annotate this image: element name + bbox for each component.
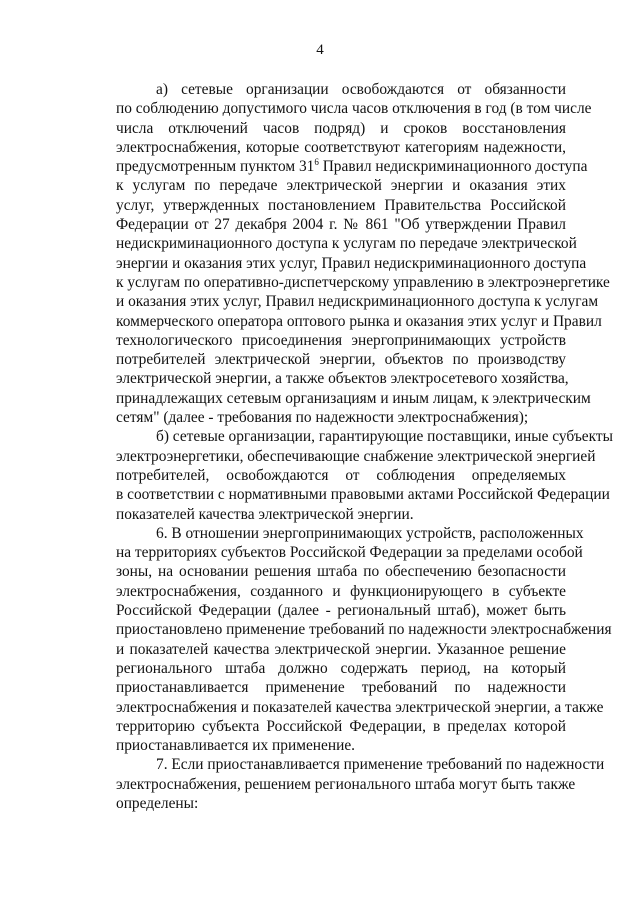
text-line: услуг, утвержденных постановлением Правительства Российской	[116, 196, 566, 214]
text-line: 7. Если приостанавливается применение требований по надежности	[156, 756, 605, 774]
text-line: потребителей, освобождаются от соблюдения определяемых	[116, 466, 566, 484]
paragraph-a	[76, 80, 610, 427]
text-line-with-superscript	[76, 157, 588, 176]
text-line: зоны, на основании решения штаба по обеспечению безопасности	[116, 563, 566, 581]
text-line: к услугам по оперативно-диспетчерскому управлению в электроэнергетике	[116, 273, 610, 291]
superscript: 6	[314, 157, 319, 168]
text-line: показателей качества электрической энергии.	[116, 505, 414, 523]
text-line: технологического присоединения энергопринимающих устройств	[116, 331, 566, 349]
text-line: приостанавливается применение требований по надежности	[116, 679, 566, 697]
text-line: регионального штаба должно содержать период, на который	[116, 659, 566, 677]
text-line: приостанавливается их применение.	[116, 737, 356, 755]
page-number: 4	[316, 42, 324, 58]
text-line: на территориях субъектов Российской Федерации за пределами особой	[116, 544, 583, 562]
text-fragment: предусмотренным пунктом 31	[116, 158, 315, 176]
text-line: а) сетевые организации освобождаются от обязанности	[156, 81, 566, 98]
text-line: к услугам по передаче электрической энергии и оказания этих	[116, 177, 566, 195]
text-line: и оказания этих услуг, Правил недискриминационного доступа к услугам	[116, 293, 599, 311]
text-fragment: Правил недискриминационного доступа	[318, 158, 588, 176]
paragraph-b	[76, 427, 613, 523]
text-line: электроснабжения и показателей качества электрической энергии, а также	[116, 698, 604, 716]
text-line: электроснабжения, созданного и функционирующего в субъекте	[116, 582, 566, 600]
text-line: электроснабжения, решением регионального штаба могут быть также	[116, 775, 576, 793]
text-line: недискриминационного доступа к услугам по передаче электрической	[116, 235, 577, 253]
paragraph-7	[76, 755, 605, 813]
text-line: электроснабжения, которые соответствуют категориям надежности,	[116, 138, 566, 156]
text-line: электроэнергетики, обеспечивающие снабжение электрической энергией	[116, 447, 596, 465]
text-line: определены:	[116, 794, 199, 812]
text-line: сетям" (далее - требования по надежности электроснабжения);	[116, 409, 529, 427]
text-line: приостановлено применение требований по надежности электроснабжения	[116, 621, 612, 639]
text-line: 6. В отношении энергопринимающих устройств, расположенных	[156, 524, 584, 542]
text-line: принадлежащих сетевым организациям и иным лицам, к электрическим	[116, 389, 591, 407]
text-line: территорию субъекта Российской Федерации, в пределах которой	[116, 717, 566, 735]
text-line: в соответствии с нормативными правовыми актами Российской Федерации	[116, 486, 610, 504]
text-line: Российской Федерации (далее - региональный штаб), может быть	[116, 602, 566, 620]
text-line: коммерческого оператора оптового рынка и оказания этих услуг и Правил	[116, 312, 602, 330]
text-line: электрической энергии, а также объектов электросетевого хозяйства,	[116, 370, 569, 388]
text-line: по соблюдению допустимого числа часов отключения в год (в том числе	[116, 100, 592, 118]
text-line: Федерации от 27 декабря 2004 г. № 861 "Об утверждении Правил	[116, 216, 566, 234]
text-line: энергии и оказания этих услуг, Правил недискриминационного доступа	[116, 254, 587, 272]
text-line: и показателей качества электрической энергии. Указанное решение	[116, 640, 566, 658]
paragraph-6	[76, 524, 612, 756]
text-line: б) сетевые организации, гарантирующие поставщики, иные субъекты	[156, 428, 613, 446]
text-line: потребителей электрической энергии, объектов по производству	[116, 351, 566, 369]
text-line: числа отключений часов подряд) и сроков восстановления	[116, 119, 566, 137]
document-body	[76, 80, 613, 813]
